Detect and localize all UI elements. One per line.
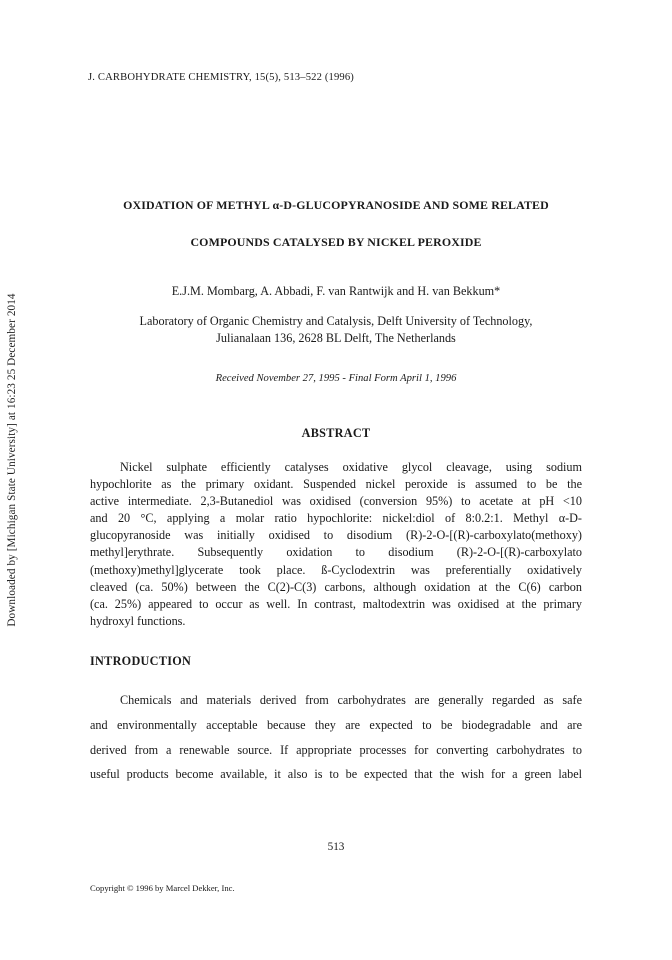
received-dates: Received November 27, 1995 - Final Form April 1, 1996 [215,373,457,384]
abstract-line: hypochlorite as the primary oxidant. Suspended nickel peroxide is assumed to be the [90,477,582,492]
journal-citation: J. CARBOHYDRATE CHEMISTRY, 15(5), 513–522 (1996) [88,72,354,83]
download-watermark-text: Downloaded by [Michigan State University] at 16:23 25 December 2014 [6,293,18,627]
introduction-body [90,688,582,787]
abstract-line: glucopyranoside was initially oxidised to disodium (R)-2-O-[(R)-carboxylato(methoxy) [90,528,582,543]
paper-title-line-2: COMPOUNDS CATALYSED BY NICKEL PEROXIDE [190,235,482,249]
introduction-line: Chemicals and materials derived from carbohydrates are generally regarded as safe [120,693,582,707]
introduction-line: and environmentally acceptable because they are expected to be biodegradable and are [90,717,582,732]
abstract-line: cleaved (ca. 50%) between the C(2)-C(3) carbons, although oxidation at the C(6) carbon [90,579,582,594]
abstract-line: (methoxy)methyl]glycerate took place. ß-Cyclodextrin was preferentially oxidatively [90,562,582,577]
affiliation-line-1: Laboratory of Organic Chemistry and Catalysis, Delft University of Technology, [139,314,533,328]
affiliation-line-2: Julianalaan 136, 2628 BL Delft, The Netherlands [216,331,456,345]
abstract-line: methyl]erythrate. Subsequently oxidation to disodium (R)-2-O-[(R)-carboxylato [90,545,582,560]
copyright-notice: Copyright © 1996 by Marcel Dekker, Inc. [90,883,235,893]
introduction-heading: INTRODUCTION [90,654,192,668]
download-watermark [0,0,24,700]
author-list: E.J.M. Mombarg, A. Abbadi, F. van Rantwijk and H. van Bekkum* [171,284,501,298]
affiliation [0,313,672,347]
introduction-line: useful products become available, it also is to be expected that the wish for a green label [90,767,582,782]
abstract-line: hydroxyl functions. [90,613,186,628]
abstract-heading: ABSTRACT [301,426,371,440]
paper-title-line-1: OXIDATION OF METHYL α-D-GLUCOPYRANOSIDE AND SOME RELATED [123,198,549,212]
abstract-line: and 20 °C, applying a molar ratio hypochlorite: nickel:diol of 8:0.2:1. Methyl α-D- [90,511,582,526]
abstract-line: active intermediate. 2,3-Butanediol was oxidised (conversion 95%) to acetate at pH <10 [90,494,582,509]
abstract-line: Nickel sulphate efficiently catalyses oxidative glycol cleavage, using sodium [120,460,582,474]
abstract-body [90,459,582,630]
abstract-line: (ca. 25%) appeared to occur as well. In contrast, maltodextrin was oxidised at the primary [90,596,582,611]
page-number: 513 [327,841,345,853]
introduction-line: derived from a renewable source. If appropriate processes for converting carbohydrates to [90,742,582,757]
